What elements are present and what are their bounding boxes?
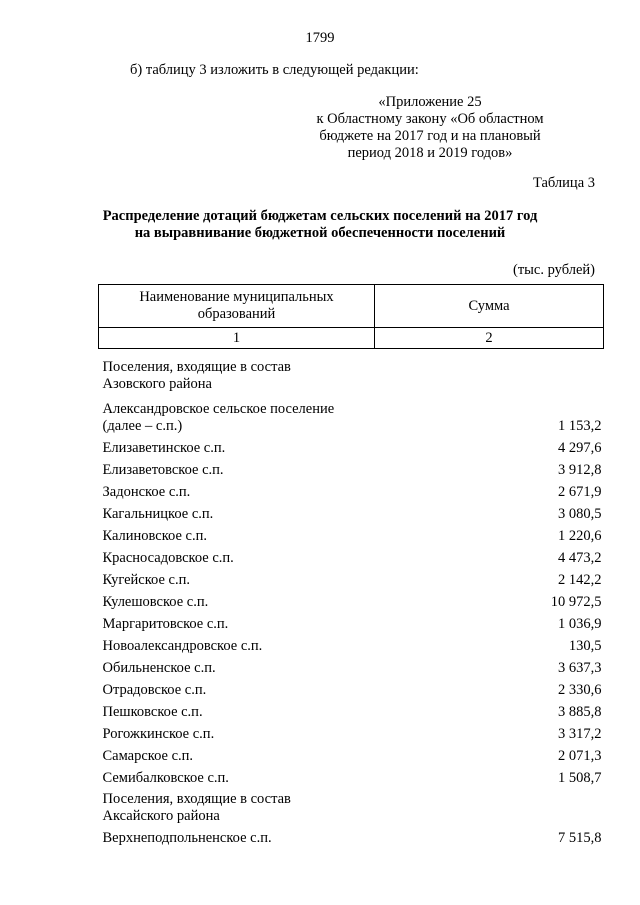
table-row [99, 393, 604, 435]
row-name: Отрадовское с.п. [102, 682, 207, 698]
row-name: Рогожкинское с.п. [102, 726, 215, 742]
table-row [99, 501, 604, 523]
intro-text: б) таблицу 3 изложить в следующей редакции: [130, 62, 419, 78]
row-name: Кугейское с.п. [102, 572, 190, 588]
appendix-line: к Областному закону «Об областном [316, 111, 544, 127]
header-name [99, 285, 375, 328]
row-value: 10 972,5 [550, 594, 602, 610]
row-value: 1 508,7 [558, 770, 602, 786]
row-value: 1 220,6 [558, 528, 602, 544]
table-row [99, 545, 604, 567]
row-name: Обильненское с.п. [102, 660, 216, 676]
header-name-line: образований [197, 306, 276, 322]
row-value: 1 153,2 [558, 418, 602, 434]
appendix-line: бюджете на 2017 год и на плановый [319, 128, 541, 144]
table-row [99, 825, 604, 847]
row-value: 3 637,3 [558, 660, 602, 676]
row-name: Задонское с.п. [102, 484, 191, 500]
group-row [99, 349, 604, 394]
row-name: Кулешовское с.п. [102, 594, 209, 610]
table-row [99, 479, 604, 501]
column-number: 1 [99, 328, 375, 349]
column-number: 2 [375, 328, 604, 349]
row-value: 2 330,6 [558, 682, 602, 698]
units-label: (тыс. рублей) [513, 262, 595, 278]
group-name-line: Поселения, входящие в состав [102, 791, 291, 807]
row-name: Елизаветинское с.п. [102, 440, 226, 456]
heading-line: Распределение дотаций бюджетам сельских поселений на 2017 год [102, 208, 538, 224]
row-value: 1 036,9 [558, 616, 602, 632]
table-row [99, 633, 604, 655]
column-number-row [99, 328, 604, 349]
table-label: Таблица 3 [532, 175, 595, 191]
row-name: Красносадовское с.п. [102, 550, 234, 566]
row-value: 2 071,3 [558, 748, 602, 764]
table-row [99, 743, 604, 765]
row-value: 7 515,8 [558, 830, 602, 846]
table-row [99, 457, 604, 479]
group-value [375, 349, 604, 394]
row-name-line: (далее – с.п.) [102, 418, 183, 434]
page-number: 1799 [305, 30, 335, 46]
table-row [99, 567, 604, 589]
subsidies-table [98, 284, 604, 847]
table-row [99, 765, 604, 787]
row-name: Кагальницкое с.п. [102, 506, 214, 522]
group-name-line: Азовского района [102, 376, 212, 392]
table-row [99, 699, 604, 721]
table-row [99, 435, 604, 457]
row-value: 2 142,2 [558, 572, 602, 588]
table-row [99, 523, 604, 545]
group-row [99, 787, 604, 825]
row-name: Самарское с.п. [102, 748, 194, 764]
group-name-line: Поселения, входящие в состав [102, 359, 291, 375]
header-sum: Сумма [375, 285, 604, 328]
row-value: 3 912,8 [558, 462, 602, 478]
row-name: Новоалександровское с.п. [102, 638, 263, 654]
row-value: 3 885,8 [558, 704, 602, 720]
table-row [99, 611, 604, 633]
row-name-line: Александровское сельское поселение [102, 401, 335, 417]
row-name: Верхнеподпольненское с.п. [102, 830, 272, 846]
table-row [99, 655, 604, 677]
row-value: 130,5 [568, 638, 602, 654]
row-value: 3 317,2 [558, 726, 602, 742]
row-name: Семибалковское с.п. [102, 770, 229, 786]
row-name: Елизаветовское с.п. [102, 462, 224, 478]
group-name [99, 349, 375, 394]
table-row [99, 589, 604, 611]
table-row [99, 721, 604, 743]
heading-line: на выравнивание бюджетной обеспеченности поселений [134, 225, 506, 241]
row-value: 4 473,2 [558, 550, 602, 566]
appendix-line: период 2018 и 2019 годов» [347, 145, 513, 161]
appendix-reference [280, 94, 580, 162]
table-body [99, 349, 604, 848]
group-name [99, 787, 375, 825]
row-value: 3 080,5 [558, 506, 602, 522]
row-value: 4 297,6 [558, 440, 602, 456]
table-row [99, 677, 604, 699]
row-name: Калиновское с.п. [102, 528, 207, 544]
header-row [99, 285, 604, 328]
row-name [99, 393, 375, 435]
appendix-line: «Приложение 25 [378, 94, 482, 110]
group-value [375, 787, 604, 825]
row-value: 2 671,9 [558, 484, 602, 500]
header-name-line: Наименование муниципальных [139, 289, 334, 305]
table-heading [0, 208, 640, 242]
group-name-line: Аксайского района [102, 808, 220, 824]
row-name: Маргаритовское с.п. [102, 616, 229, 632]
row-name: Пешковское с.п. [102, 704, 203, 720]
